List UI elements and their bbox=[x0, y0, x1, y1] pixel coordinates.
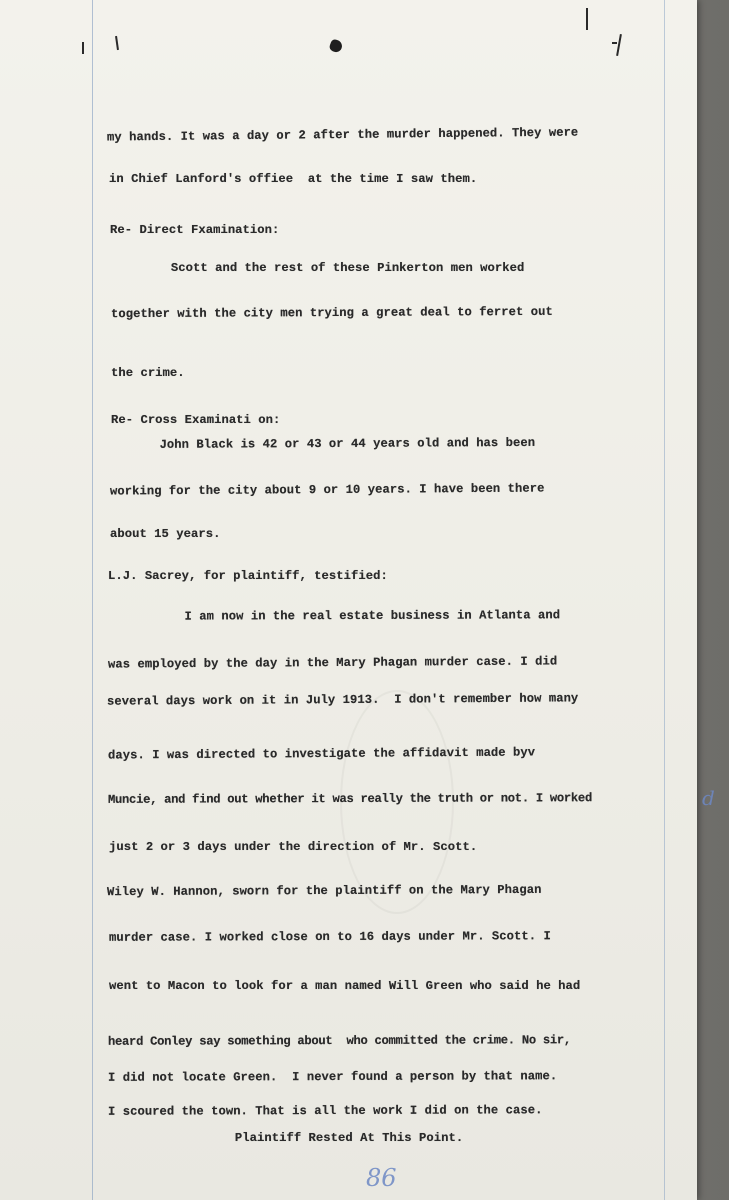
text-line-20: went to Macon to look for a man named Will Green who said he had bbox=[109, 979, 581, 993]
text-line-16: Muncie, and find out whether it was really the truth or not. I worked bbox=[107, 791, 592, 807]
text-line-21: heard Conley say something about who committed the crime. No sir, bbox=[107, 1033, 571, 1049]
text-line-14: several days work on it in July 1913. I don't remember how many bbox=[106, 691, 579, 709]
text-line-4: Scott and the rest of these Pinkerton men worked bbox=[112, 261, 525, 275]
text-line-2: in Chief Lanford's offiee at the time I saw them. bbox=[109, 172, 478, 186]
handwritten-page-number: 86 bbox=[366, 1164, 397, 1192]
text-line-18: Wiley W. Hannon, sworn for the plaintiff on the Mary Phagan bbox=[106, 882, 542, 900]
text-line-15: days. I was directed to investigate the affidavit made byv bbox=[107, 745, 536, 763]
text-line-8: John Black is 42 or 43 or 44 years old and has been bbox=[107, 435, 536, 453]
text-line-12: I am now in the real estate business in Atlanta and bbox=[132, 608, 561, 624]
text-line-22: I did not locate Green. I never found a person by that name. bbox=[107, 1069, 558, 1085]
handwritten-margin-note: d bbox=[702, 786, 715, 810]
binding-mark-left-2 bbox=[115, 36, 119, 50]
text-line-6: the crime. bbox=[111, 366, 185, 380]
text-line-7: Re- Cross Examinati on: bbox=[111, 413, 281, 427]
binding-mark-right bbox=[586, 8, 588, 30]
text-line-9: working for the city about 9 or 10 years. I have been there bbox=[109, 481, 545, 499]
text-line-24: Plaintiff Rested At This Point. bbox=[176, 1131, 464, 1145]
punch-hole bbox=[328, 38, 343, 53]
text-line-11: L.J. Sacrey, for plaintiff, testified: bbox=[108, 569, 388, 583]
right-margin-rule bbox=[664, 0, 665, 1200]
left-margin-rule bbox=[92, 0, 93, 1200]
text-line-19: murder case. I worked close on to 16 days under Mr. Scott. I bbox=[108, 929, 551, 945]
text-line-10: about 15 years. bbox=[110, 527, 221, 541]
text-line-1: my hands. It was a day or 2 after the murder happened. They were bbox=[106, 125, 579, 145]
text-line-5: together with the city men trying a great deal to ferret out bbox=[110, 304, 553, 322]
text-line-23: I scoured the town. That is all the work I did on the case. bbox=[107, 1103, 543, 1119]
text-line-3: Re- Direct Fxamination: bbox=[110, 223, 280, 237]
binding-mark-right-2 bbox=[616, 34, 622, 56]
binding-mark-left bbox=[82, 42, 84, 54]
text-line-13: was employed by the day in the Mary Phagan murder case. I did bbox=[107, 654, 558, 672]
binding-mark-right-3 bbox=[612, 42, 617, 44]
text-line-17: just 2 or 3 days under the direction of Mr. Scott. bbox=[109, 840, 478, 854]
